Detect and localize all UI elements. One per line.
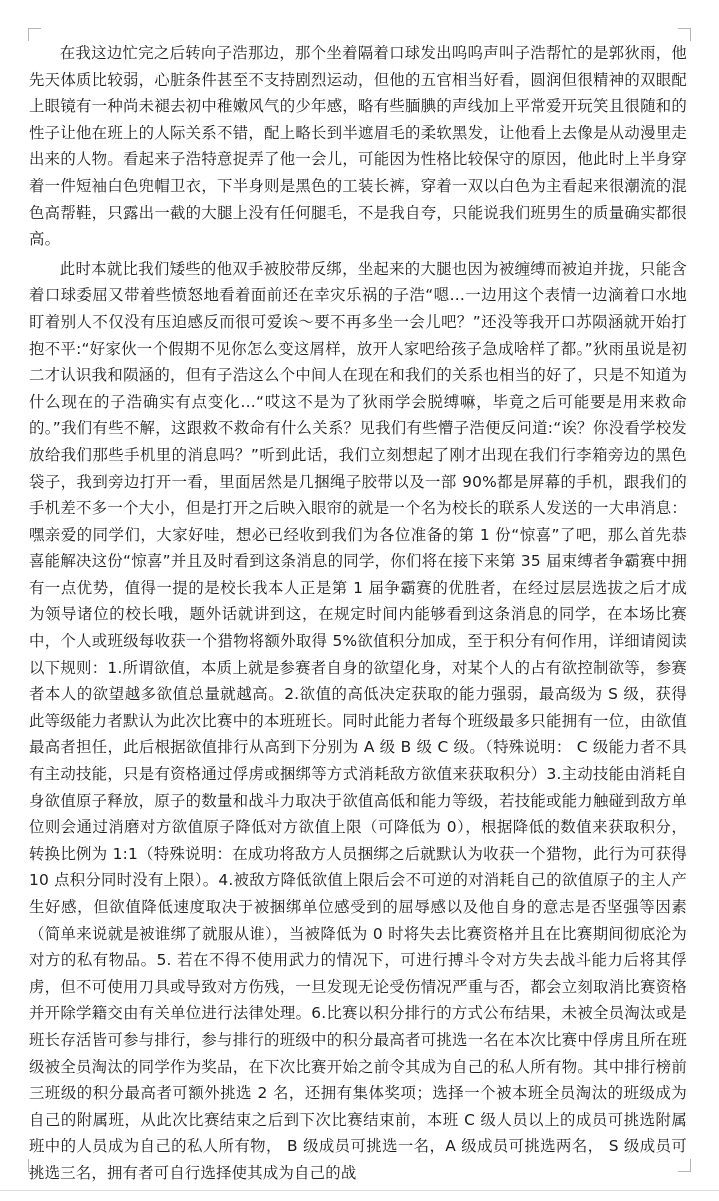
document-body: [29, 40, 687, 1190]
paragraph-1: 在我这边忙完之后转向子浩那边，那个坐着隔着口球发出呜呜声叫子浩帮忙的是郭狄雨，他先天体质比较弱，心脏条件甚至不支持剧烈运动，但他的五官相当好看，圆润但很精神的双眼配上眼镜有一种尚未褪去初中稚嫩风气的少年感，略有些腼腆的声线加上平常爱开玩笑且很随和的性子让他在班上的人际关系不错，配上略长到半遮眉毛的柔软黑发，让他看上去像是从动漫里走出来的人物。看起来子浩特意捉弄了他一会儿，可能因为性格比较保守的原因，他此时上半身穿着一件短袖白色兜帽卫衣，下半身则是黑色的工装长裤，穿着一双以白色为主看起来很潮流的混色高帮鞋，只露出一截的大腿上没有任何腿毛，不是我自夸，只能说我们班男生的质量确实都很高。: [29, 44, 687, 249]
next-page-edge: [0, 1190, 719, 1201]
paragraph-2: 此时本就比我们矮些的他双手被胶带反绑，坐起来的大腿也因为被缠缚而被迫并拢，只能含着口球委屈又带着些愤怒地看着面前还在幸灾乐祸的子浩“嗯…一边用这个表情一边滴着口水地盯着别人不仅没有压迫感反而很可爱诶～要不再多坐一会儿吧？”还没等我开口苏陨涵就开始打抱不平:“好家伙一个假期不见你怎么变这屑样，放开人家吧给孩子急成啥样了都。”狄雨虽说是初二才认识我和陨涵的，但有子浩这么个中间人在现在和我们的关系也相当的好了，只是不知道为什么现在的子浩确实有点变化…“哎这不是为了狄雨学会脱缚嘛，毕竟之后可能要是用来救命的。”我们有些不解，这跟救不救命有什么关系？见我们有些懵子浩便反问道:“诶？你没看学校发放给我们那些手机里的消息吗？”听到此话，我们立刻想起了刚才出现在我们行李箱旁边的黑色袋子，我到旁边打开一看，里面居然是几捆绳子胶带以及一部 90%都是屏幕的手机，跟我们的手机差不多一个大小，但是打开之后映入眼帘的就是一个名为校长的联系人发送的一大串消息：嘿亲爱的同学们，大家好哇，想必已经收到我们为各位准备的第 1 份“惊喜”了吧，那么首先恭喜能解决这份“惊喜”并且及时看到这条消息的同学，你们将在接下来第 35 届束缚者争霸赛中拥有一点优势，值得一提的是校长我本人正是第 1 届争霸赛的优胜者，在经过层层选拔之后才成为领导诸位的校长哦，题外话就讲到这，在规定时间内能够看到这条消息的同学，在本场比赛中，个人或班级每收获一个猎物将额外取得 5%欲值积分加成，至于积分有何作用，详细请阅读以下规则：1.所谓欲值，本质上就是参赛者自身的欲望化身，对某个人的占有欲控制欲等，参赛者本人的欲望越多欲值总量就越高。2.欲值的高低决定获取的能力强弱，最高级为 S 级，获得此等级能力者默认为此次比赛中的本班班长。同时此能力者每个班级最多只能拥有一位，由欲值最高者担任，此后根据欲值排行从高到下分别为 A 级 B 级 C 级。（特殊说明： C 级能力者不具有主动技能，只是有资格通过俘虏或捆绑等方式消耗敌方欲值来获取积分）3.主动技能由消耗自身欲值原子释放，原子的数量和战斗力取决于欲值高低和能力等级，若技能或能力触碰到敌方单位则会通过消磨对方欲值原子降低对方欲值上限（可降低为 0），根据降低的数值来获取积分，转换比例为 1:1（特殊说明：在成功将敌方人员捆绑之后就默认为收获一个猎物，此行为可获得 10 点积分同时没有上限）。4.被敌方降低欲值上限后会不可逆的对消耗自己的欲值原子的主人产生好感，但欲值降低速度取决于被捆绑单位感受到的屈辱感以及他自身的意志是否坚强等因素（简单来说就是被谁绑了就服从谁），当被降低为 0 时将失去比赛资格并且在比赛期间彻底沦为对方的私有物品。5. 若在不得不使用武力的情况下，可进行搏斗令对方失去战斗能力后将其俘虏，但不可使用刀具或导致对方伤残，一旦发现无论受伤情况严重与否，都会立刻取消比赛资格并开除学籍交由有关单位进行法律处理。6.比赛以积分排行的方式公布结果，未被全员淘汰或是班长存活皆可参与排行，参与排行的班级中的积分最高者可挑选一名在本次比赛中俘虏且所在班级被全员淘汰的同学作为奖品，在下次比赛开始之前令其成为自己的私人所有物。其中排行榜前三班级的积分最高者可额外挑选 2 名，还拥有集体奖项；选择一个被本班全员淘汰的班级成为自己的附属班，从此次比赛结束之后到下次比赛结束前，本班 C 级人员以上的成员可挑选附属班中的人员成为自己的私人所有物， B 级成员可挑选一名，A 级成员可挑选两名， S 级成员可挑选三名，拥有者可自行选择使其成为自己的战: [29, 259, 687, 1182]
